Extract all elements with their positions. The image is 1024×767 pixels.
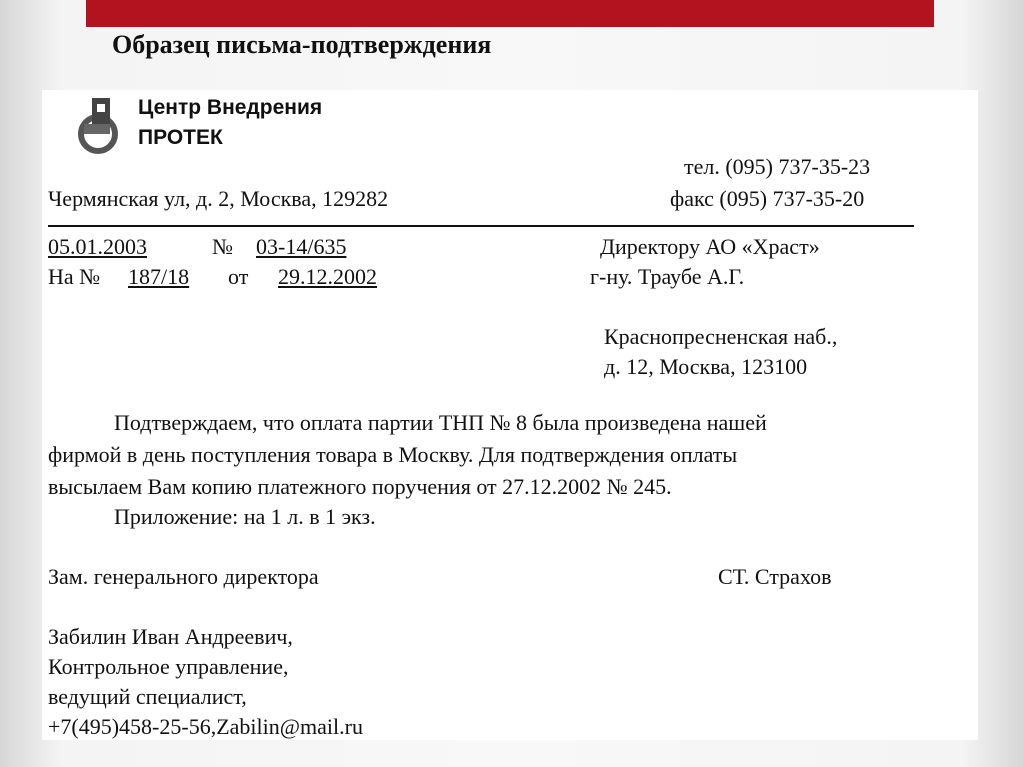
company-name-line2: ПРОТЕК: [138, 126, 223, 149]
body-line3: высылаем Вам копию платежного поручения от 27.12.2002 № 245.: [48, 474, 672, 499]
signatory-position: Зам. генерального директора: [48, 564, 319, 589]
letterhead-divider: [48, 225, 914, 227]
from-label: от: [228, 264, 249, 289]
recipient-line2: г-ну. Траубе А.Г.: [590, 264, 745, 289]
fax-number: факс (095) 737-35-20: [670, 186, 865, 211]
phone-number: тел. (095) 737-35-23: [684, 154, 871, 179]
number-label: №: [212, 234, 233, 259]
body-line1: Подтверждаем, что оплата партии ТНП № 8 была произведена нашей: [114, 410, 767, 435]
sender-address: Чермянская ул, д. 2, Москва, 129282: [48, 186, 389, 211]
slide-title: Образец письма-подтверждения: [112, 30, 492, 59]
signatory-name: СТ. Страхов: [718, 564, 832, 589]
letter-number: 03-14/635: [256, 234, 347, 259]
contact-role: ведущий специалист,: [48, 684, 247, 709]
letter-date: 05.01.2003: [48, 234, 147, 259]
reply-label: На №: [48, 264, 101, 289]
letter-document: [42, 90, 978, 740]
recipient-address-line2: д. 12, Москва, 123100: [604, 354, 808, 379]
contact-phone-email: +7(495)458-25-56,Zabilin@mail.ru: [48, 714, 363, 739]
recipient-line1: Директору АО «Храст»: [600, 234, 820, 259]
reply-date: 29.12.2002: [278, 264, 377, 289]
reply-number: 187/18: [128, 264, 190, 289]
attachment-note: Приложение: на 1 л. в 1 экз.: [114, 504, 376, 529]
body-line2: фирмой в день поступления товара в Москву. Для подтверждения оплаты: [48, 442, 738, 467]
recipient-address-line1: Краснопресненская наб.,: [604, 324, 838, 349]
contact-name: Забилин Иван Андреевич,: [48, 624, 293, 649]
company-logo-icon: [74, 96, 126, 156]
top-accent-band: [86, 0, 934, 27]
contact-department: Контрольное управление,: [48, 654, 289, 679]
company-name-line1: Центр Внедрения: [138, 96, 323, 119]
